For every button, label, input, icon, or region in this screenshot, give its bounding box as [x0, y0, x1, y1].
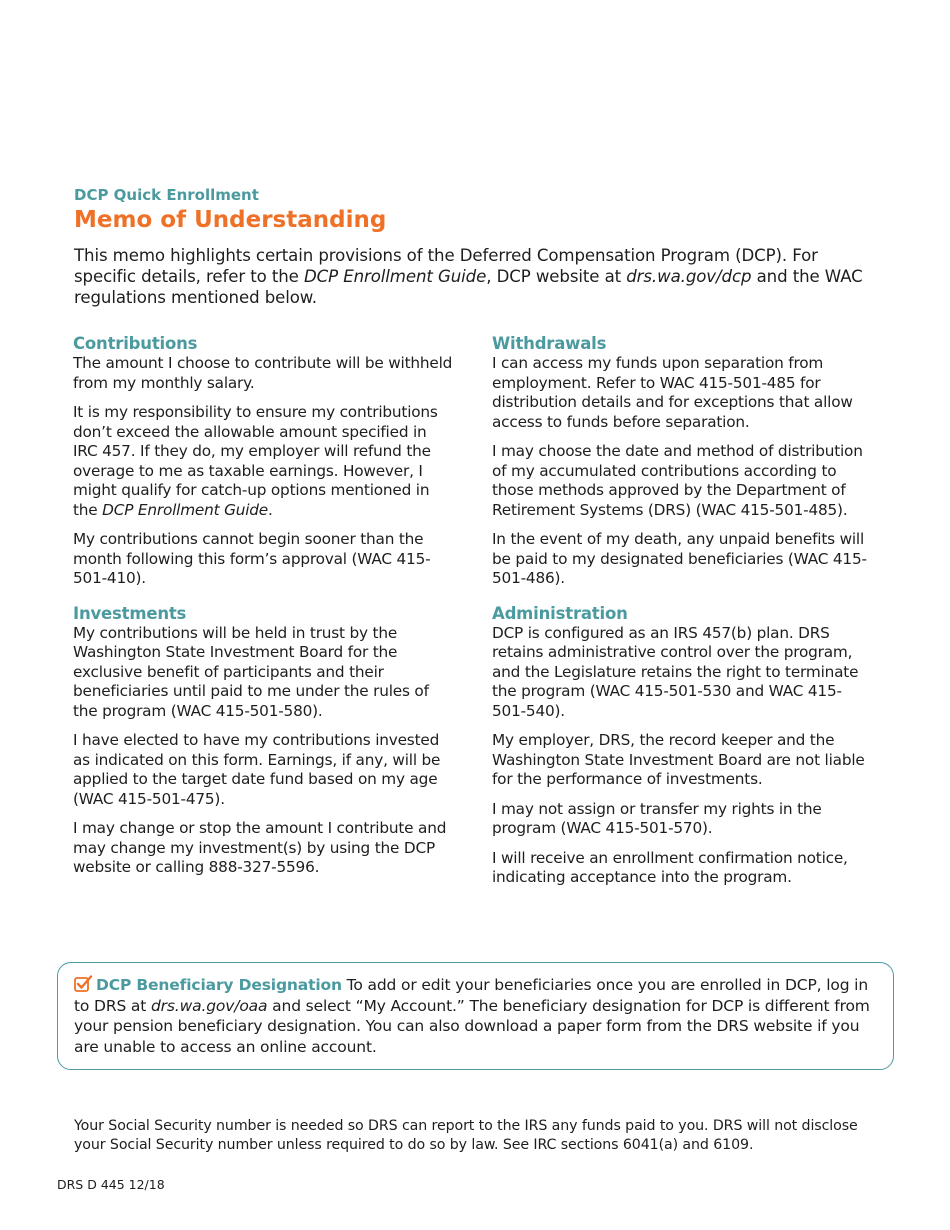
contributions-paragraph-3: My contributions cannot begin sooner than the month following this form’s approval (WAC 415-501-410).	[73, 530, 431, 587]
intro-website-url: drs.wa.gov/dcp	[626, 267, 752, 286]
contributions-p2-end: .	[268, 500, 273, 519]
contributions-heading: Contributions	[73, 334, 198, 353]
beneficiary-callout-url: drs.wa.gov/oaa	[150, 996, 268, 1015]
intro-text-before: This memo highlights certain provisions of the Deferred Compensation Program (DCP). For specific details, refer to the	[74, 246, 818, 286]
administration-heading: Administration	[492, 603, 628, 623]
investments-paragraph-1: My contributions will be held in trust by the Washington State Investment Board for the exclusive benefit of participants and their beneficiaries until paid to me under the rules of the program (WAC 415-501-580).	[73, 623, 429, 720]
contributions-paragraph-1: The amount I choose to contribute will be withheld from my monthly salary.	[73, 354, 453, 392]
contributions-paragraph-2	[73, 403, 453, 520]
investments-heading: Investments	[73, 603, 187, 623]
administration-paragraph-2: My employer, DRS, the record keeper and the Washington State Investment Board are not liable for the performance of investments.	[492, 731, 865, 788]
withdrawals-paragraph-1: I can access my funds upon separation from employment. Refer to WAC 415-501-485 for distribution details and for exceptions that allow access to funds before separation.	[492, 354, 853, 431]
administration-paragraph-3: I may not assign or transfer my rights in the program (WAC 415-501-570).	[492, 799, 822, 837]
left-column	[73, 334, 453, 888]
contributions-p2-guide-title: DCP Enrollment Guide	[102, 500, 269, 519]
beneficiary-callout-text-before: To add or edit your beneficiaries once you are enrolled in DCP, log in to DRS at	[74, 976, 869, 1015]
beneficiary-callout-box	[57, 962, 894, 1070]
investments-paragraph-2: I have elected to have my contributions invested as indicated on this form. Earnings, if any, will be applied to the target date fund based on my age (WAC 415-501-475).	[73, 731, 441, 808]
withdrawals-paragraph-3: In the event of my death, any unpaid benefits will be paid to my designated beneficiaries (WAC 415-501-486).	[492, 530, 867, 587]
withdrawals-section	[492, 334, 872, 589]
investments-section	[73, 604, 453, 878]
contributions-section	[73, 334, 453, 589]
right-column	[492, 334, 872, 898]
beneficiary-callout-text	[74, 975, 877, 1057]
administration-paragraph-4: I will receive an enrollment confirmation notice, indicating acceptance into the program.	[492, 848, 848, 886]
beneficiary-callout-text-after: and select “My Account.” The beneficiary designation for DCP is different from your pension beneficiary designation. You can also download a paper form from the DRS website if you are unable to access an online account.	[74, 996, 870, 1056]
beneficiary-callout-title: DCP Beneficiary Designation	[96, 976, 342, 994]
investments-paragraph-3: I may change or stop the amount I contribute and may change my investment(s) by using the DCP website or calling 888-327-5596.	[73, 819, 447, 876]
intro-guide-title: DCP Enrollment Guide	[303, 267, 487, 286]
form-id: DRS D 445 12/18	[57, 1177, 165, 1192]
administration-paragraph-1: DCP is configured as an IRS 457(b) plan. DRS retains administrative control over the program, and the Legislature retains the right to terminate the program (WAC 415-501-530 and WAC 415-501-540).	[492, 623, 859, 720]
intro-text-mid: , DCP website at	[486, 267, 627, 286]
intro-text-after: and the WAC regulations mentioned below.	[74, 267, 863, 307]
ssn-disclosure-note: Your Social Security number is needed so DRS can report to the IRS any funds paid to you. DRS will not disclose your Social Security number unless required to do so by law. See IRC sections 6041(a) and 6109.	[74, 1118, 858, 1153]
administration-section	[492, 604, 872, 888]
withdrawals-paragraph-2: I may choose the date and method of distribution of my accumulated contributions according to those methods approved by the Department of Retirement Systems (DRS) (WAC 415-501-485).	[492, 442, 863, 519]
intro-paragraph	[74, 245, 884, 308]
page-title: Memo of Understanding	[74, 207, 387, 233]
contributions-p2-text: It is my responsibility to ensure my contributions don’t exceed the allowable amount specified in IRC 457. If they do, my employer will refund the overage to me as taxable earnings. However, I might qualify for catch-up options mentioned in the	[73, 403, 438, 519]
checkbox-checked-icon	[74, 975, 93, 992]
withdrawals-heading: Withdrawals	[492, 334, 607, 353]
form-kicker: DCP Quick Enrollment	[74, 186, 259, 204]
